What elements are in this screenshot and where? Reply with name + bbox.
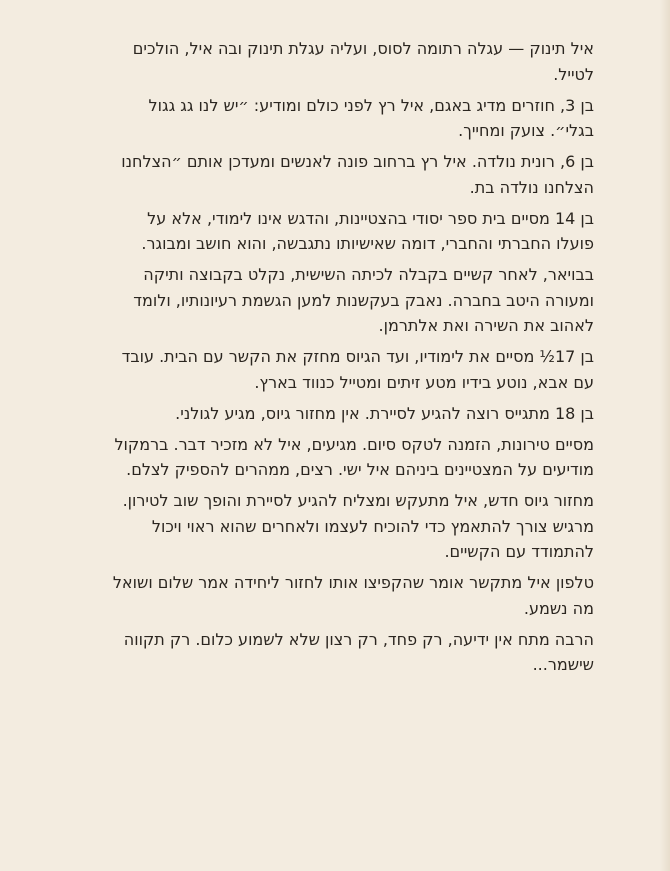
paragraph-phone-call: טלפון איל מתקשר אומר שהקפיצו אותו לחזור ליחידה אמר שלום ושואל מה נשמע. <box>112 573 594 618</box>
paragraph-age-18: בן 18 מתגייס רוצה להגיע לסיירת. אין מחזור גיוס, מגיע לגולני. <box>175 403 594 423</box>
paragraph-age-17: בן 17½ מסיים את לימודיו, ועד הגיוס מחזק את הקשר עם הבית. עובד עם אבא, נוטע בידיו מטע זיתים ומטייל כנווד בארץ. <box>121 347 594 392</box>
page-edge-shadow <box>660 0 670 871</box>
paragraph-infant: איל תינוק — עגלה רתומה לסוס, ועליה עגלת תינוק ובה איל, הולכים לטייל. <box>132 39 594 84</box>
paragraph-age-14: בן 14 מסיים בית ספר יסודי בהצטיינות, והדגש אינו לימודי, אלא על פועלו החברתי והחברי, דומה שאישיותו נתגבשה, והוא חושב ומבוגר. <box>141 208 594 253</box>
paragraph-age-6: בן 6, רונית נולדה. איל רץ ברחוב פונה לאנשים ומעדכן אותם ״הצלחנו הצלחנו נולדה בת. <box>121 152 594 197</box>
paragraph-tension: הרבה מתח אין ידיעה, רק פחד, רק רצון שלא לשמוע כלום. רק תקווה שישמר... <box>123 629 594 674</box>
paragraph-new-draft: מחזור גיוס חדש, איל מתעקש ומצליח להגיע לסיירת והופך שוב לטירון. מרגיש צורך להתאמץ כדי להוכיח לעצמו ולאחרים שהוא ראוי ויכול להתמודד עם הקשיים. <box>122 491 594 561</box>
document-body <box>110 36 594 683</box>
paragraph-age-3: בן 3, חוזרים מדיג באגם, איל רץ לפני כולם ומודיע: ״יש לנו גג גגול בגלי״. צועק ומחייך. <box>148 95 594 140</box>
paragraph-basic-training: מסיים טירונות, הזמנה לטקס סיום. מגיעים, איל לא מזכיר דבר. ברמקול מודיעים על המצטיינים ביניהם איל ישי. רצים, ממהרים להספיק לצלם. <box>114 434 594 479</box>
paragraph-boyer: בבויאר, לאחר קשיים בקבלה לכיתה השישית, נקלט בקבוצה ותיקה ומעורה היטב בחברה. נאבק בעקשנות למען הגשמת רעיונותיו, ולומד לאהוב את השירה ואת אלתרמן. <box>133 265 594 335</box>
